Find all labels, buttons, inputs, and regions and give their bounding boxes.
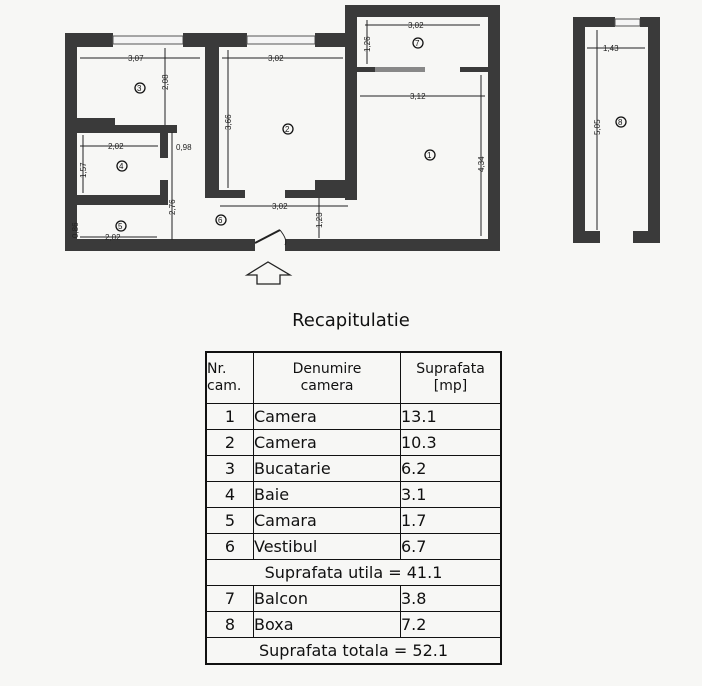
svg-text:5,05: 5,05 [593,119,602,135]
table-row [206,508,501,534]
row-name: Boxa [254,612,401,638]
row-nr: 8 [206,612,254,638]
table-row [206,430,501,456]
row-nr: 5 [206,508,254,534]
table-header-row [206,352,501,404]
table-row [206,404,501,430]
svg-text:2,02: 2,02 [105,233,121,242]
svg-text:1,57: 1,57 [79,162,88,178]
svg-text:7: 7 [415,39,420,48]
row-nr: 2 [206,430,254,456]
row-area: 3.1 [401,482,502,508]
row-area: 1.7 [401,508,502,534]
row-nr: 7 [206,586,254,612]
svg-text:1: 1 [427,151,432,160]
row-name: Vestibul [254,534,401,560]
usable-total: Suprafata utila = 41.1 [206,560,501,586]
row-area: 6.2 [401,456,502,482]
row-area: 7.2 [401,612,502,638]
row-name: Camera [254,430,401,456]
svg-text:1,23: 1,23 [315,212,324,228]
recap-title: Recapitulatie [292,310,410,331]
room-marker-2 [283,124,293,134]
svg-text:3,66: 3,66 [224,114,233,130]
svg-text:0,86: 0,86 [71,222,80,238]
row-nr: 3 [206,456,254,482]
svg-text:3,07: 3,07 [128,54,144,63]
svg-text:2,76: 2,76 [168,199,177,215]
usable-total-row [206,560,501,586]
table-row [206,456,501,482]
row-nr: 1 [206,404,254,430]
room-marker-8 [616,117,626,127]
svg-text:6: 6 [218,216,223,225]
table-row [206,482,501,508]
room-marker-3 [135,83,145,93]
svg-text:5: 5 [118,222,123,231]
entrance-arrow-icon [247,262,290,284]
svg-text:1,26: 1,26 [363,36,372,52]
table-row [206,586,501,612]
room-marker-7 [413,38,423,48]
row-nr: 6 [206,534,254,560]
row-name: Camara [254,508,401,534]
svg-text:3: 3 [137,84,142,93]
row-name: Balcon [254,586,401,612]
svg-text:0,98: 0,98 [176,143,192,152]
row-nr: 4 [206,482,254,508]
row-name: Camera [254,404,401,430]
row-name: Bucatarie [254,456,401,482]
room-markers [116,38,626,231]
row-area: 10.3 [401,430,502,456]
svg-text:3,12: 3,12 [410,92,426,101]
room-marker-5 [116,221,126,231]
room-marker-6 [216,215,226,225]
row-area: 13.1 [401,404,502,430]
recap-table [205,351,502,665]
svg-text:2,08: 2,08 [161,74,170,90]
grand-total-row [206,638,501,665]
room-marker-4 [117,161,127,171]
svg-text:1,43: 1,43 [603,44,619,53]
svg-text:4,34: 4,34 [477,156,486,172]
row-area: 3.8 [401,586,502,612]
table-row [206,612,501,638]
svg-text:8: 8 [618,118,623,127]
header-name: Denumire camera [254,352,401,404]
svg-text:3,02: 3,02 [268,54,284,63]
header-area: Suprafata [mp] [401,352,502,404]
grand-total: Suprafata totala = 52.1 [206,638,501,665]
row-name: Baie [254,482,401,508]
room-marker-1 [425,150,435,160]
svg-text:2: 2 [285,125,290,134]
svg-text:4: 4 [119,162,124,171]
row-area: 6.7 [401,534,502,560]
svg-text:3,02: 3,02 [272,202,288,211]
header-nr: Nr. cam. [206,352,254,404]
svg-text:2,02: 2,02 [108,142,124,151]
floor-plan [0,0,702,290]
svg-text:3,02: 3,02 [408,21,424,30]
table-row [206,534,501,560]
